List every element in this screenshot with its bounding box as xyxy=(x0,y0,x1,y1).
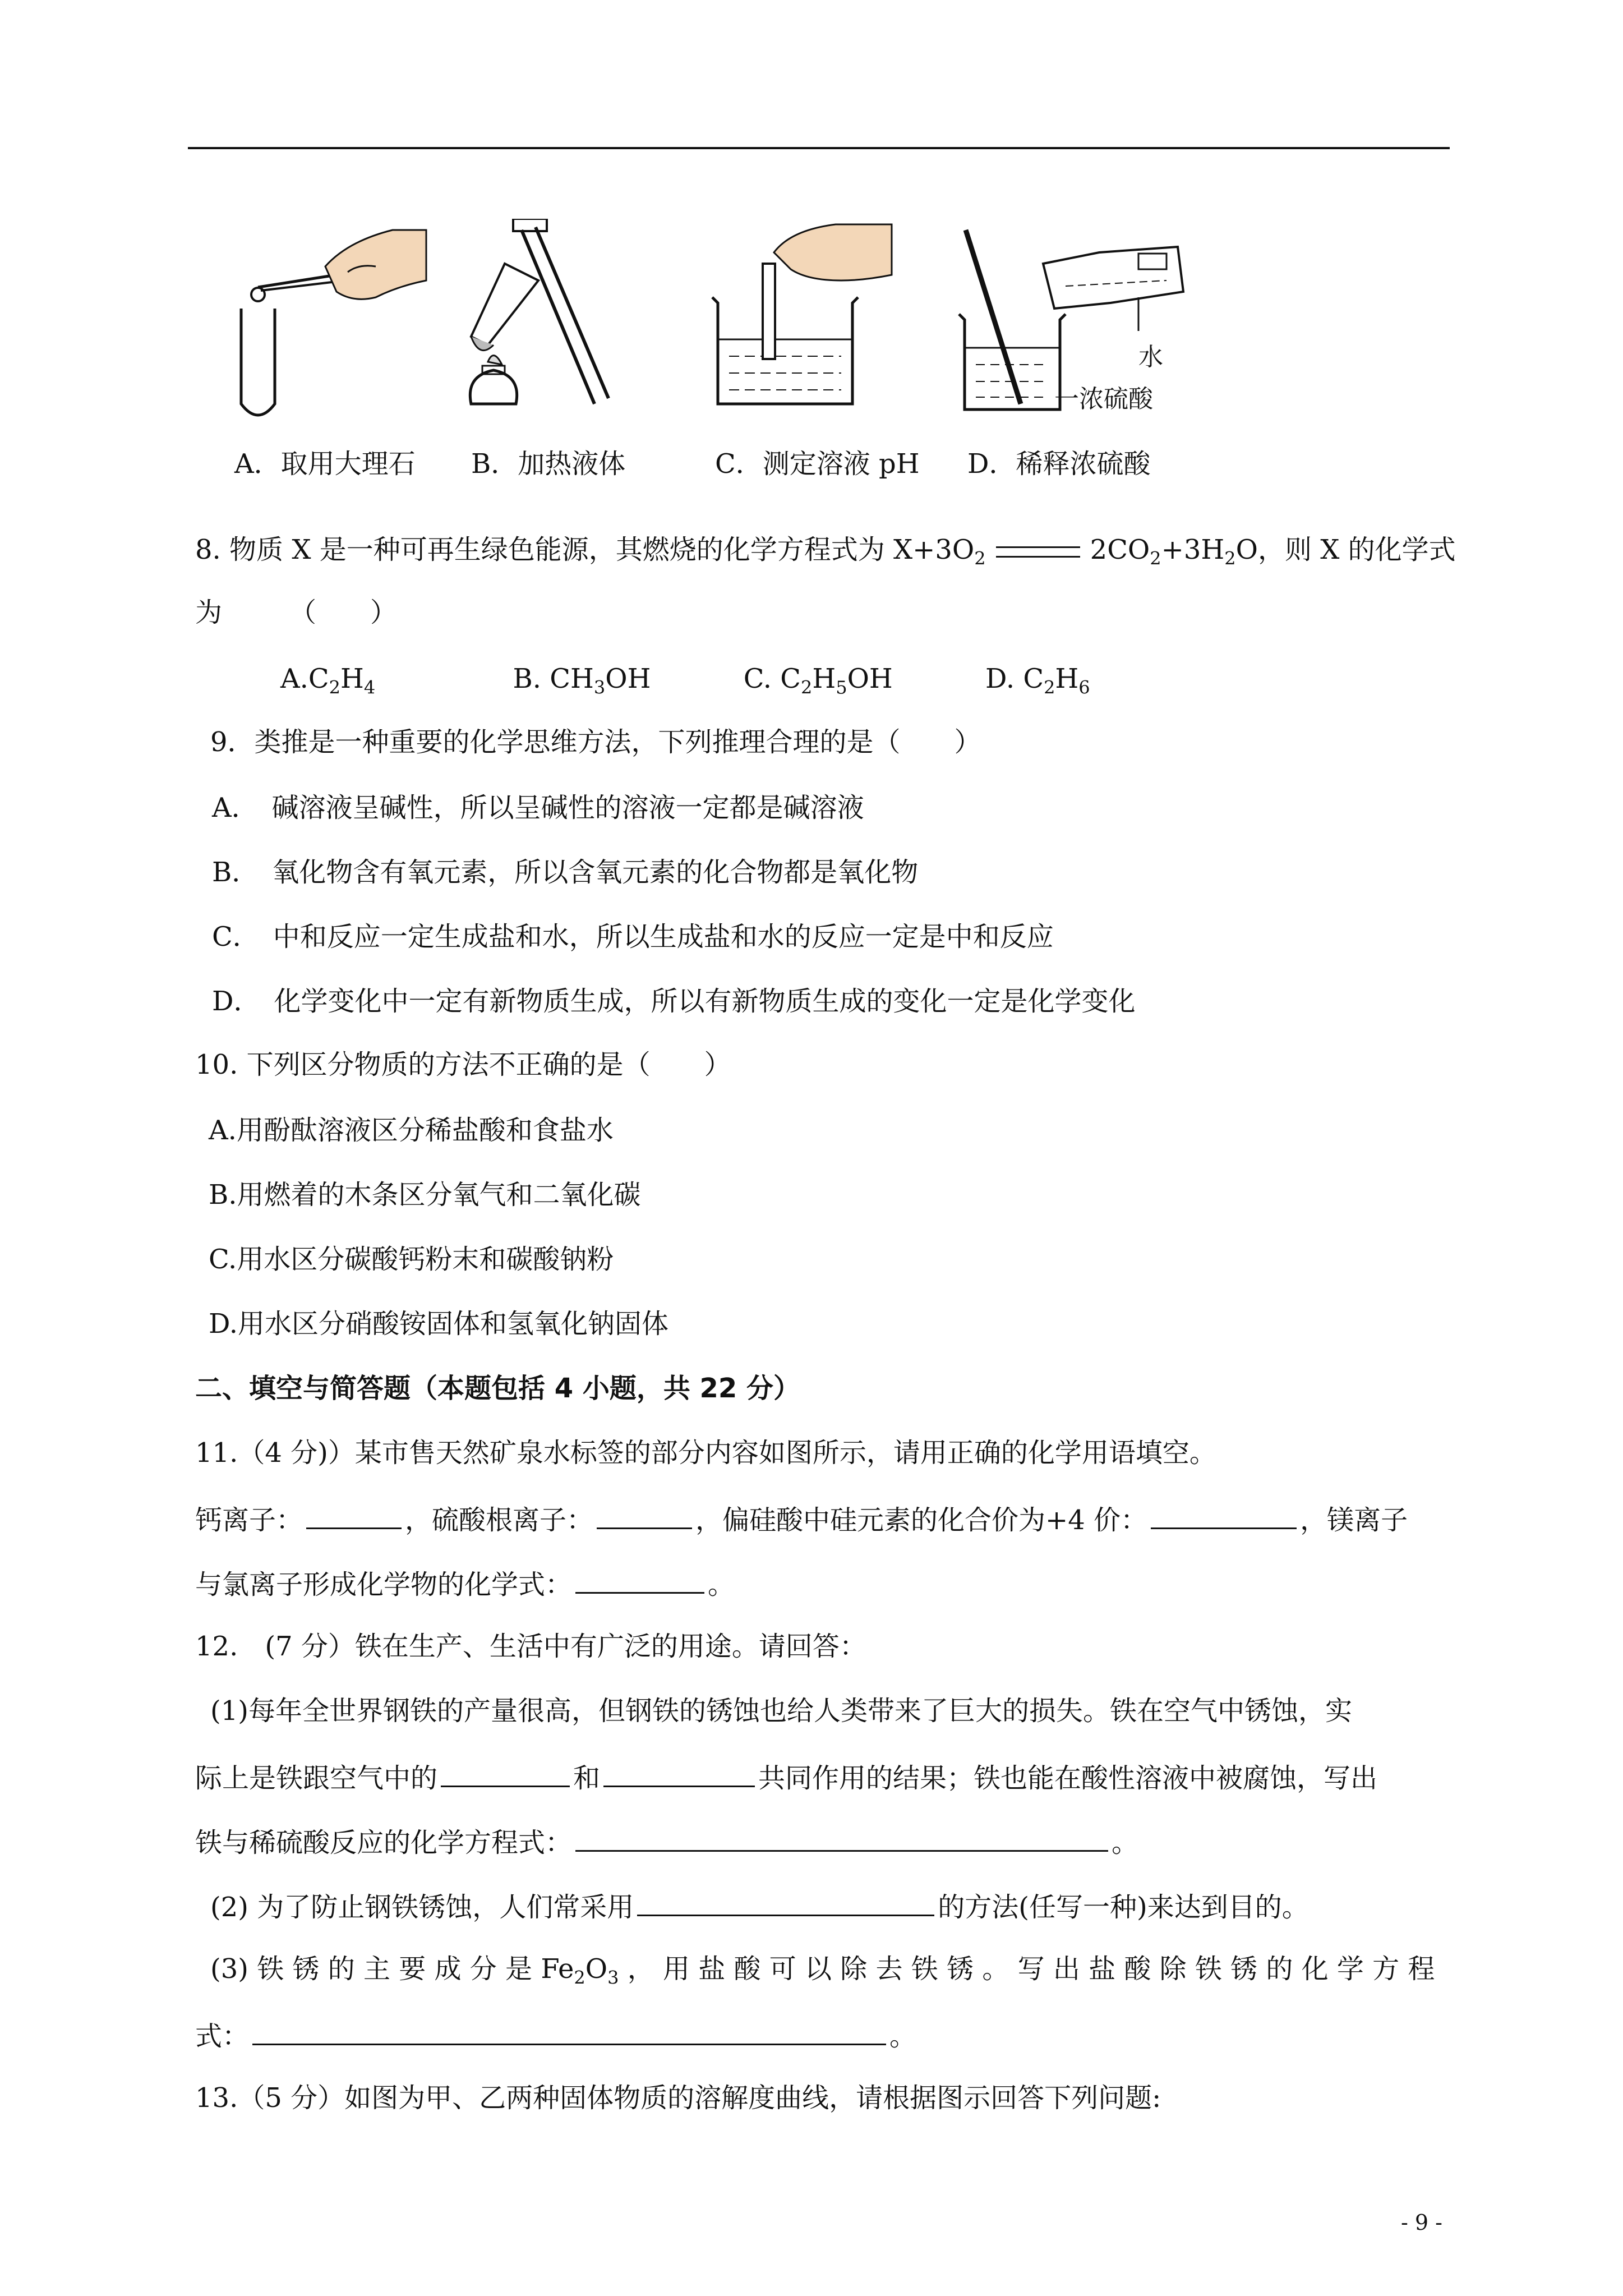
blank-sulfate-ion[interactable] xyxy=(597,1501,692,1529)
blank-air-component-1[interactable] xyxy=(441,1759,570,1787)
blank-rust-prevention[interactable] xyxy=(637,1888,934,1916)
figure-a-take-marble xyxy=(213,219,437,421)
blank-rust-removal-equation[interactable] xyxy=(252,2017,886,2045)
q8-options xyxy=(280,662,1090,705)
q8-stem-line2: 为 （ ） xyxy=(195,597,398,628)
q10-option-d: D.用水区分硝酸铵固体和氢氧化钠固体 xyxy=(209,1308,669,1340)
q11-line2: 钙离子： ，硫酸根离子： ，偏硅酸中硅元素的化合价为+4 价： ，镁离子 xyxy=(195,1501,1408,1537)
q8-option-c: C. $C_2H_5OH$ xyxy=(743,663,893,698)
q12-stem: 12. (7 分）铁在生产、生活中有广泛的用途。请回答： xyxy=(195,1631,866,1662)
q7-option-c: C．测定溶液 pH xyxy=(715,448,920,480)
q7-option-b: B．加热液体 xyxy=(471,448,626,480)
figure-d-acid-label: 一浓硫酸 xyxy=(1054,385,1153,413)
q12-part1-line1: (1)每年全世界钢铁的产量很高，但钢铁的锈蚀也给人类带来了巨大的损失。铁在空气中锈蚀，实 xyxy=(210,1695,1352,1727)
q8-option-b: B. $CH_3OH$ xyxy=(513,663,651,698)
q7-option-d: D．稀释浓硫酸 xyxy=(967,448,1151,480)
blank-iron-acid-equation[interactable] xyxy=(575,1823,1108,1852)
q9-option-d: D． 化学变化中一定有新物质生成，所以有新物质生成的变化一定是化学变化 xyxy=(212,986,1136,1017)
section-2-title: 二、填空与简答题（本题包括 4 小题，共 22 分） xyxy=(195,1373,801,1404)
q10-option-a: A.用酚酞溶液区分稀盐酸和食盐水 xyxy=(209,1115,614,1146)
figure-c-measure-ph xyxy=(707,219,909,421)
q9-option-a: A． 碱溶液呈碱性，所以呈碱性的溶液一定都是碱溶液 xyxy=(212,792,864,823)
q7-figures xyxy=(213,219,1223,413)
blank-calcium-ion[interactable] xyxy=(306,1501,402,1529)
q12-part1-line2: 际上是铁跟空气中的 和 共同作用的结果；铁也能在酸性溶液中被腐蚀，写出 xyxy=(195,1759,1377,1795)
figure-b-heat-liquid xyxy=(449,219,651,421)
q11-stem: 11.（4 分)）某市售天然矿泉水标签的部分内容如图所示，请用正确的化学用语填空。 xyxy=(195,1437,1216,1469)
equation-sign xyxy=(996,546,1080,558)
q9-option-c: C． 中和反应一定生成盐和水，所以生成盐和水的反应一定是中和反应 xyxy=(212,921,1054,953)
figure-d-water-label: 水 xyxy=(1138,343,1163,371)
header-rule xyxy=(188,147,1450,149)
q11-line3: 与氯离子形成化学物的化学式： 。 xyxy=(195,1565,735,1602)
q9-stem: 9．类推是一种重要的化学思维方法，下列推理合理的是（ ） xyxy=(210,726,981,758)
q12-part1-line3: 铁与稀硫酸反应的化学方程式： 。 xyxy=(195,1823,1138,1860)
q8-stem-line1: 8. 物质 X 是一种可再生绿色能源，其燃烧的化学方程式为 $X+3O_2$ $2CO_2+3H_2O$，则 X 的化学式 xyxy=(195,534,1456,569)
q9-option-b: B． 氧化物含有氧元素，所以含氧元素的化合物都是氧化物 xyxy=(212,857,919,888)
q13-stem: 13.（5 分）如图为甲、乙两种固体物质的溶解度曲线，请根据图示回答下列问题: xyxy=(195,2082,1161,2114)
q12-part3-line1: (3) 铁 锈 的 主 要 成 分 是 $Fe_2O_3$ ， 用 盐 酸 可 以 除 去 铁 锈 。 写 出 盐 酸 除 铁 锈 的 化 学 方 程 xyxy=(210,1953,1435,1989)
page-number: - 9 - xyxy=(1400,2210,1442,2235)
q12-part2: (2) 为了防止钢铁锈蚀，人们常采用 的方法(任写一种)来达到目的。 xyxy=(210,1888,1309,1924)
q10-option-c: C.用水区分碳酸钙粉末和碳酸钠粉 xyxy=(209,1244,614,1275)
q10-stem: 10. 下列区分物质的方法不正确的是（ ） xyxy=(195,1049,731,1080)
q12-part3-line2: 式： 。 xyxy=(195,2017,916,2053)
q8-option-a: $A.C_2H_4$ xyxy=(280,663,376,698)
q7-option-a: A．取用大理石 xyxy=(234,448,416,480)
q8-option-d: D. $C_2H_6$ xyxy=(985,663,1090,698)
q10-option-b: B.用燃着的木条区分氧气和二氧化碳 xyxy=(209,1179,641,1211)
blank-air-component-2[interactable] xyxy=(603,1759,755,1787)
blank-mgcl-formula[interactable] xyxy=(575,1565,704,1594)
q7-captions xyxy=(0,442,1623,481)
blank-silicon-valence[interactable] xyxy=(1151,1501,1297,1529)
